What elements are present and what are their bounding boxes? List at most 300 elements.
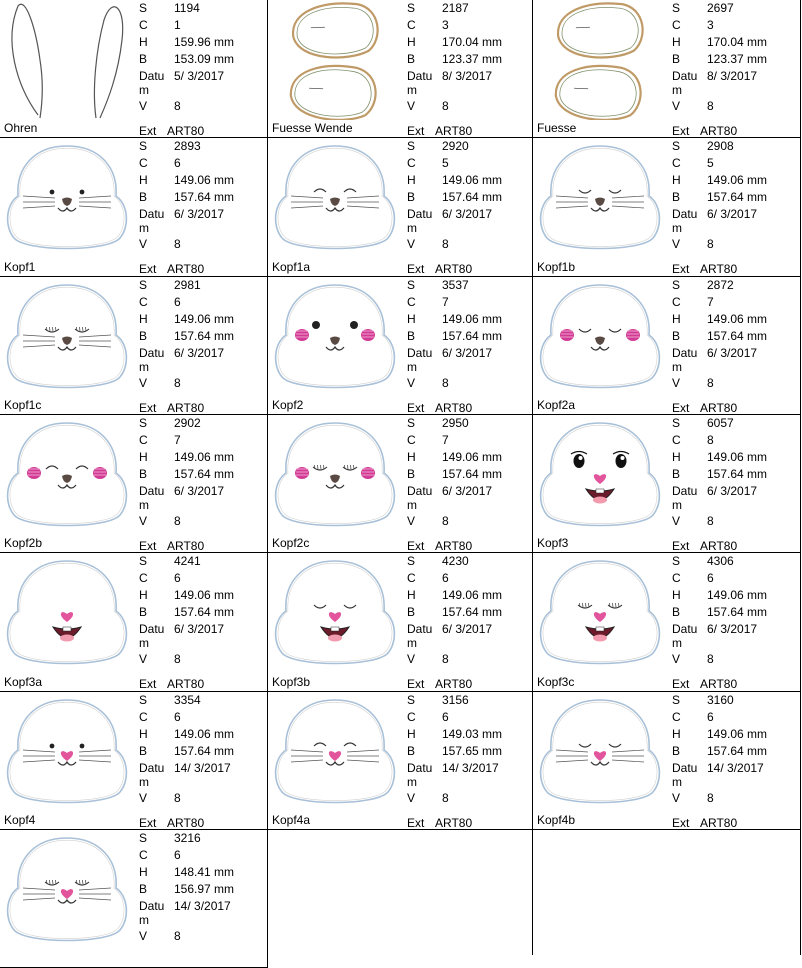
version-value: 8	[442, 236, 449, 253]
version-row	[136, 928, 266, 945]
stitch-count: 4241	[174, 553, 201, 570]
design-name: Kopf2c	[272, 537, 309, 550]
height-value: 149.03 mm	[442, 726, 502, 743]
ext-value: ART80	[167, 400, 204, 417]
design-cell[interactable]	[533, 138, 801, 277]
bunny-head-icon	[541, 285, 660, 388]
height-label: H	[139, 864, 148, 881]
stitch-count: 2697	[707, 0, 734, 17]
stitch-label: S	[139, 138, 147, 155]
stitch-label: S	[139, 415, 147, 432]
design-info	[404, 277, 534, 392]
height-value: 148.41 mm	[174, 864, 234, 881]
date-value: 6/ 3/2017	[707, 483, 757, 500]
design-info	[404, 553, 534, 668]
height-row	[136, 449, 266, 466]
width-label: B	[672, 466, 680, 483]
stitch-count: 3537	[442, 277, 469, 294]
height-value: 149.06 mm	[707, 172, 767, 189]
ext-value: ART80	[167, 815, 204, 832]
width-row	[136, 604, 266, 621]
height-value: 149.06 mm	[442, 449, 502, 466]
height-row	[404, 311, 534, 328]
width-value: 157.64 mm	[174, 328, 234, 345]
design-info	[136, 553, 266, 668]
height-row	[404, 587, 534, 604]
ext-label: Ext	[407, 123, 424, 140]
height-value: 170.04 mm	[442, 34, 502, 51]
ext-value: ART80	[435, 676, 472, 693]
version-value: 8	[442, 651, 449, 668]
design-cell[interactable]	[268, 0, 533, 138]
color-label: C	[672, 155, 681, 172]
color-count-row	[136, 847, 266, 864]
height-row	[136, 587, 266, 604]
version-value: 8	[174, 98, 181, 115]
date-row	[136, 483, 266, 513]
width-row	[136, 328, 266, 345]
version-label: V	[672, 375, 680, 392]
ext-value: ART80	[167, 538, 204, 555]
date-row	[136, 345, 266, 375]
width-label: B	[672, 328, 680, 345]
height-label: H	[407, 726, 416, 743]
ext-label: Ext	[672, 261, 689, 278]
design-info	[136, 138, 266, 253]
design-thumbnail	[268, 415, 402, 535]
date-label: Datu m	[672, 207, 697, 235]
bunny-head-icon	[276, 700, 395, 803]
height-label: H	[407, 587, 416, 604]
color-count-row	[669, 294, 799, 311]
stitch-count: 2981	[174, 277, 201, 294]
height-label: H	[407, 172, 416, 189]
design-name: Kopf1b	[537, 261, 575, 274]
design-cell[interactable]	[0, 415, 268, 553]
version-value: 8	[707, 375, 714, 392]
design-cell[interactable]	[533, 553, 801, 692]
design-info	[136, 830, 266, 945]
height-row	[136, 34, 266, 51]
height-value: 149.06 mm	[707, 726, 767, 743]
design-name: Kopf1a	[272, 261, 310, 274]
version-label: V	[139, 98, 147, 115]
width-value: 156.97 mm	[174, 881, 234, 898]
date-row	[404, 483, 534, 513]
color-label: C	[407, 570, 416, 587]
design-cell[interactable]	[268, 415, 533, 553]
version-label: V	[407, 790, 415, 807]
width-label: B	[407, 604, 415, 621]
date-label: Datu m	[407, 761, 432, 789]
date-row	[136, 68, 266, 98]
stitch-count: 3160	[707, 692, 734, 709]
color-count: 8	[707, 432, 714, 449]
date-row	[136, 206, 266, 236]
stitch-count: 3354	[174, 692, 201, 709]
color-count: 6	[707, 709, 714, 726]
bunny-head-icon	[541, 146, 660, 249]
height-label: H	[672, 34, 681, 51]
stitch-count: 4306	[707, 553, 734, 570]
height-value: 149.06 mm	[174, 726, 234, 743]
stitch-count: 2872	[707, 277, 734, 294]
version-value: 8	[707, 790, 714, 807]
stitch-count-row	[136, 830, 266, 847]
date-label: Datu m	[672, 622, 697, 650]
height-row	[669, 449, 799, 466]
version-label: V	[407, 651, 415, 668]
date-label: Datu m	[672, 761, 697, 789]
ext-label: Ext	[407, 676, 424, 693]
version-value: 8	[174, 790, 181, 807]
height-row	[404, 449, 534, 466]
width-label: B	[672, 189, 680, 206]
color-count: 7	[442, 294, 449, 311]
design-thumbnail	[533, 0, 667, 120]
width-value: 157.64 mm	[174, 189, 234, 206]
stitch-count: 2950	[442, 415, 469, 432]
design-name: Ohren	[4, 122, 37, 135]
version-label: V	[672, 513, 680, 530]
design-cell[interactable]	[268, 553, 533, 692]
color-label: C	[407, 432, 416, 449]
width-label: B	[407, 51, 415, 68]
version-row	[669, 513, 799, 530]
width-row	[136, 189, 266, 206]
version-label: V	[672, 651, 680, 668]
stitch-label: S	[139, 830, 147, 847]
date-value: 6/ 3/2017	[174, 483, 224, 500]
width-value: 157.64 mm	[174, 604, 234, 621]
stitch-count-row	[669, 277, 799, 294]
width-value: 157.64 mm	[174, 466, 234, 483]
design-cell[interactable]	[533, 415, 801, 553]
width-row	[669, 328, 799, 345]
feet-icon	[290, 2, 379, 120]
date-label: Datu m	[139, 899, 164, 927]
date-value: 6/ 3/2017	[174, 206, 224, 223]
version-label: V	[672, 236, 680, 253]
design-info	[669, 277, 799, 392]
bunny-head-icon	[8, 423, 127, 526]
design-cell[interactable]	[533, 692, 801, 830]
height-value: 149.06 mm	[442, 311, 502, 328]
stitch-count: 3156	[442, 692, 469, 709]
width-label: B	[407, 466, 415, 483]
version-label: V	[407, 375, 415, 392]
design-cell[interactable]	[268, 138, 533, 277]
stitch-count: 2902	[174, 415, 201, 432]
date-row	[669, 206, 799, 236]
design-thumbnail	[533, 138, 667, 258]
date-label: Datu m	[139, 622, 164, 650]
version-row	[669, 236, 799, 253]
date-row	[669, 345, 799, 375]
ext-label: Ext	[139, 815, 156, 832]
design-cell[interactable]	[0, 692, 268, 830]
design-cell[interactable]	[0, 277, 268, 415]
ext-value: ART80	[700, 538, 737, 555]
width-value: 157.64 mm	[707, 328, 767, 345]
width-row	[404, 743, 534, 760]
color-label: C	[407, 709, 416, 726]
design-thumbnail	[268, 692, 402, 812]
stitch-count: 2187	[442, 0, 469, 17]
version-row	[404, 790, 534, 807]
design-info	[669, 138, 799, 253]
design-thumbnail	[268, 0, 402, 120]
height-row	[669, 172, 799, 189]
date-row	[404, 345, 534, 375]
color-count: 6	[442, 709, 449, 726]
design-name: Kopf3c	[537, 676, 574, 689]
height-label: H	[407, 34, 416, 51]
stitch-count-row	[669, 692, 799, 709]
height-label: H	[139, 587, 148, 604]
height-value: 149.06 mm	[442, 172, 502, 189]
date-label: Datu m	[407, 484, 432, 512]
date-row	[404, 206, 534, 236]
design-cell[interactable]	[268, 692, 533, 830]
color-count-row	[404, 17, 534, 34]
bunny-head-icon	[276, 285, 395, 388]
color-label: C	[139, 155, 148, 172]
width-row	[136, 466, 266, 483]
bunny-head-icon	[541, 700, 660, 803]
ext-label: Ext	[139, 538, 156, 555]
width-value: 157.64 mm	[442, 466, 502, 483]
date-label: Datu m	[672, 484, 697, 512]
color-count: 6	[174, 294, 181, 311]
date-row	[669, 621, 799, 651]
height-label: H	[139, 311, 148, 328]
width-row	[669, 466, 799, 483]
height-label: H	[672, 449, 681, 466]
stitch-count-row	[669, 553, 799, 570]
color-label: C	[139, 709, 148, 726]
design-cell[interactable]	[533, 0, 801, 138]
stitch-label: S	[139, 277, 147, 294]
design-thumbnail	[0, 553, 134, 673]
version-value: 8	[442, 98, 449, 115]
color-count-row	[669, 155, 799, 172]
version-value: 8	[707, 651, 714, 668]
design-name: Kopf2a	[537, 399, 575, 412]
height-row	[404, 34, 534, 51]
design-info	[404, 692, 534, 807]
width-row	[404, 189, 534, 206]
version-label: V	[407, 98, 415, 115]
version-label: V	[139, 790, 147, 807]
version-row	[669, 98, 799, 115]
version-label: V	[139, 236, 147, 253]
design-cell[interactable]	[533, 277, 801, 415]
design-cell[interactable]	[0, 553, 268, 692]
ext-value: ART80	[167, 261, 204, 278]
date-label: Datu m	[139, 761, 164, 789]
date-label: Datu m	[672, 69, 697, 97]
color-label: C	[672, 432, 681, 449]
bunny-head-icon	[8, 838, 127, 941]
height-row	[669, 34, 799, 51]
stitch-count: 4230	[442, 553, 469, 570]
design-cell[interactable]	[0, 830, 268, 968]
version-value: 8	[442, 513, 449, 530]
version-value: 8	[442, 790, 449, 807]
height-label: H	[139, 449, 148, 466]
stitch-label: S	[672, 553, 680, 570]
date-value: 6/ 3/2017	[707, 621, 757, 638]
bunny-head-icon	[541, 561, 660, 664]
stitch-count-row	[404, 692, 534, 709]
version-label: V	[407, 513, 415, 530]
stitch-count-row	[404, 553, 534, 570]
date-label: Datu m	[407, 346, 432, 374]
date-row	[669, 760, 799, 790]
ext-label: Ext	[672, 400, 689, 417]
height-label: H	[672, 172, 681, 189]
stitch-label: S	[407, 692, 415, 709]
color-count-row	[136, 294, 266, 311]
version-value: 8	[174, 513, 181, 530]
width-label: B	[139, 881, 147, 898]
ext-value: ART80	[435, 815, 472, 832]
date-value: 14/ 3/2017	[174, 898, 231, 915]
color-count: 6	[174, 155, 181, 172]
height-label: H	[139, 34, 148, 51]
ext-value: ART80	[435, 123, 472, 140]
width-row	[136, 881, 266, 898]
stitch-count: 6057	[707, 415, 734, 432]
ext-value: ART80	[700, 123, 737, 140]
color-label: C	[139, 847, 148, 864]
design-name: Kopf1	[4, 261, 35, 274]
version-row	[136, 98, 266, 115]
color-label: C	[139, 294, 148, 311]
height-row	[404, 726, 534, 743]
color-label: C	[139, 432, 148, 449]
height-row	[136, 864, 266, 881]
ext-label: Ext	[139, 261, 156, 278]
date-value: 8/ 3/2017	[442, 68, 492, 85]
date-label: Datu m	[407, 69, 432, 97]
version-label: V	[139, 375, 147, 392]
stitch-label: S	[407, 415, 415, 432]
color-count: 6	[442, 570, 449, 587]
stitch-count-row	[404, 0, 534, 17]
width-row	[669, 189, 799, 206]
date-label: Datu m	[139, 346, 164, 374]
stitch-count-row	[136, 692, 266, 709]
design-cell[interactable]	[0, 0, 268, 138]
stitch-count: 1194	[174, 0, 200, 17]
ext-value: ART80	[167, 123, 204, 140]
height-label: H	[407, 311, 416, 328]
stitch-label: S	[407, 0, 415, 17]
date-row	[136, 760, 266, 790]
width-value: 157.64 mm	[707, 189, 767, 206]
color-count: 6	[707, 570, 714, 587]
ext-label: Ext	[407, 400, 424, 417]
design-info	[669, 692, 799, 807]
color-count: 6	[174, 847, 181, 864]
date-label: Datu m	[407, 207, 432, 235]
color-count-row	[136, 570, 266, 587]
width-value: 157.64 mm	[707, 466, 767, 483]
height-label: H	[672, 726, 681, 743]
stitch-count-row	[136, 415, 266, 432]
ext-value: ART80	[435, 400, 472, 417]
ext-label: Ext	[139, 400, 156, 417]
date-value: 6/ 3/2017	[707, 345, 757, 362]
version-row	[404, 375, 534, 392]
height-value: 170.04 mm	[707, 34, 767, 51]
design-name: Kopf3	[537, 537, 568, 550]
design-info	[136, 0, 266, 115]
ext-label: Ext	[139, 676, 156, 693]
date-value: 6/ 3/2017	[442, 483, 492, 500]
version-label: V	[139, 513, 147, 530]
date-row	[136, 621, 266, 651]
ext-row	[136, 261, 266, 278]
color-count: 7	[174, 432, 181, 449]
stitch-count-row	[669, 415, 799, 432]
bunny-head-icon	[8, 700, 127, 803]
width-label: B	[672, 743, 680, 760]
width-value: 153.09 mm	[174, 51, 234, 68]
design-thumbnail	[0, 277, 134, 397]
stitch-label: S	[139, 692, 147, 709]
color-count: 6	[174, 709, 181, 726]
ext-value: ART80	[700, 400, 737, 417]
stitch-label: S	[407, 277, 415, 294]
color-count-row	[669, 570, 799, 587]
feet-icon	[555, 2, 644, 120]
bunny-head-icon	[541, 423, 660, 526]
stitch-label: S	[672, 277, 680, 294]
version-row	[136, 790, 266, 807]
color-count-row	[136, 155, 266, 172]
bunny-head-icon	[8, 146, 127, 249]
date-value: 6/ 3/2017	[707, 206, 757, 223]
width-row	[669, 743, 799, 760]
date-row	[669, 68, 799, 98]
width-value: 157.64 mm	[442, 604, 502, 621]
color-label: C	[139, 17, 148, 34]
stitch-count-row	[404, 138, 534, 155]
date-value: 14/ 3/2017	[707, 760, 764, 777]
height-row	[669, 587, 799, 604]
date-label: Datu m	[139, 69, 164, 97]
design-cell[interactable]	[268, 277, 533, 415]
height-value: 149.06 mm	[174, 311, 234, 328]
date-label: Datu m	[139, 207, 164, 235]
design-thumbnail	[533, 553, 667, 673]
design-thumbnail	[0, 0, 134, 120]
design-thumbnail	[0, 830, 134, 950]
design-thumbnail	[268, 553, 402, 673]
design-info	[404, 415, 534, 530]
ears-icon	[12, 4, 123, 118]
date-value: 8/ 3/2017	[707, 68, 757, 85]
width-value: 123.37 mm	[442, 51, 502, 68]
version-value: 8	[174, 928, 181, 945]
width-label: B	[139, 51, 147, 68]
version-value: 8	[707, 98, 714, 115]
design-cell[interactable]	[0, 138, 268, 277]
color-count-row	[404, 155, 534, 172]
